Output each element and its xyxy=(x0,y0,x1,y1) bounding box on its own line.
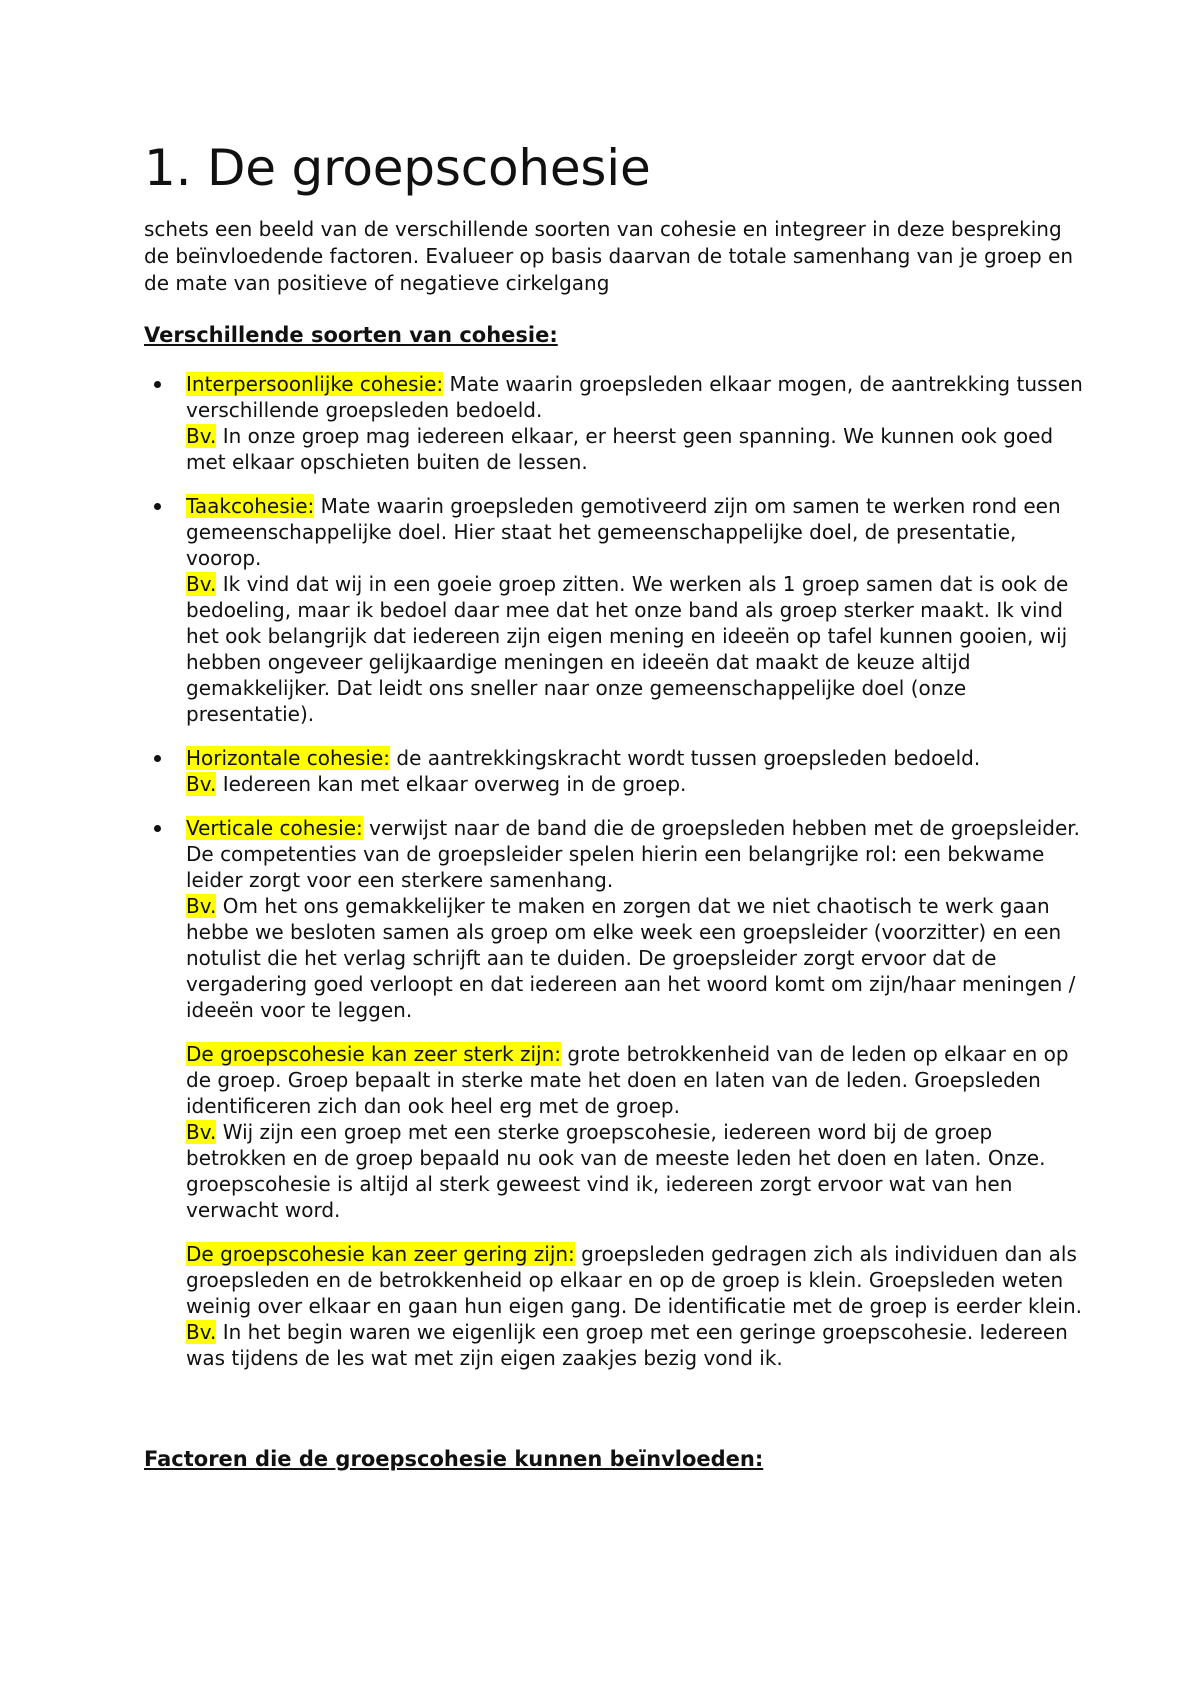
highlighted-term: Horizontale cohesie: xyxy=(186,745,391,770)
item-example xyxy=(186,571,1084,727)
item-definition xyxy=(186,1041,1084,1119)
cohesion-types-list xyxy=(144,371,1084,1023)
item-definition xyxy=(186,1241,1084,1319)
bullet-icon xyxy=(154,825,161,832)
example-text: In het begin waren we eigenlijk een groep met een geringe groepscohesie. Iedereen was tijdens de les wat met zijn eigen zaakjes bezig vond ik. xyxy=(186,1319,1068,1370)
page-title: 1. De groepscohesie xyxy=(144,139,651,197)
list-item xyxy=(144,745,1084,797)
highlighted-term: De groepscohesie kan zeer gering zijn: xyxy=(186,1241,575,1266)
highlighted-term: Interpersoonlijke cohesie: xyxy=(186,371,444,396)
item-definition xyxy=(186,493,1084,571)
item-definition xyxy=(186,371,1084,423)
highlighted-term: De groepscohesie kan zeer sterk zijn: xyxy=(186,1041,562,1066)
highlighted-term: Verticale cohesie: xyxy=(186,815,363,840)
item-definition xyxy=(186,815,1084,893)
list-item xyxy=(144,493,1084,727)
list-item xyxy=(144,815,1084,1023)
strong-cohesion-block xyxy=(144,1041,1084,1223)
assignment-intro: schets een beeld van de verschillende soorten van cohesie en integreer in deze bespreking de beïnvloedende factoren. Evalueer op basis daarvan de totale samenhang van je groep en de mate van positieve of negatieve cirkelgang xyxy=(144,216,1074,295)
example-text: Om het ons gemakkelijker te maken en zorgen dat we niet chaotisch te werk gaan hebbe we besloten samen als groep om elke week een groepsleider (voorzitter) en een notulist die het verlag schrijft aan te duiden. De groepsleider zorgt ervoor dat de vergadering goed verloopt en dat iedereen aan het woord komt om zijn/haar meningen / ideeën voor te leggen. xyxy=(186,893,1076,1022)
example-label: Bv. xyxy=(186,1319,217,1344)
definition-text: de aantrekkingskracht wordt tussen groepsleden bedoeld. xyxy=(390,745,981,770)
item-example xyxy=(186,423,1084,475)
section-heading-influencing-factors: Factoren die de groepscohesie kunnen beïnvloeden: xyxy=(144,1446,764,1471)
item-example xyxy=(186,771,1084,797)
spacer xyxy=(144,1389,1084,1445)
item-example xyxy=(186,1119,1084,1223)
example-text: Iedereen kan met elkaar overweg in de groep. xyxy=(216,771,687,796)
list-item xyxy=(144,371,1084,475)
definition-text: grote betrokkenheid van de leden op elkaar en op de groep. Groep bepaalt in sterke mate het doen en laten van de leden. Groepsleden identificeren zich dan ook heel erg met de groep. xyxy=(186,1041,1069,1118)
bullet-icon xyxy=(154,503,161,510)
definition-text: Mate waarin groepsleden elkaar mogen, de aantrekking tussen verschillende groepsleden bedoeld. xyxy=(186,371,1083,422)
example-label: Bv. xyxy=(186,571,217,596)
definition-text: verwijst naar de band die de groepsleden hebben met de groepsleider. De competenties van de groepsleider spelen hierin een belangrijke rol: een bekwame leider zorgt voor een sterkere samenhang. xyxy=(186,815,1081,892)
bullet-icon xyxy=(154,381,161,388)
item-example xyxy=(186,893,1084,1023)
document-page xyxy=(144,140,1084,1495)
weak-cohesion-block xyxy=(144,1241,1084,1371)
definition-text: groepsleden gedragen zich als individuen dan als groepsleden en de betrokkenheid op elkaar en op de groep is klein. Groepsleden weten weinig over elkaar en gaan hun eigen gang. De identificatie met de groep is eerder klein. xyxy=(186,1241,1082,1318)
item-definition xyxy=(186,745,1084,771)
example-label: Bv. xyxy=(186,423,217,448)
definition-text: Mate waarin groepsleden gemotiveerd zijn om samen te werken rond een gemeenschappelijke doel. Hier staat het gemeenschappelijke doel, de presentatie, voorop. xyxy=(186,493,1061,570)
example-label: Bv. xyxy=(186,893,217,918)
example-text: Ik vind dat wij in een goeie groep zitten. We werken als 1 groep samen dat is ook de bedoeling, maar ik bedoel daar mee dat het onze band als groep sterker maakt. Ik vind het ook belangrijk dat iedereen zijn eigen mening en ideeën op tafel kunnen gooien, wij hebben ongeveer gelijkaardige meningen en ideeën dat maakt de keuze altijd gemakkelijker. Dat leidt ons sneller naar onze gemeenschappelijke doel (onze presentatie). xyxy=(186,571,1069,726)
example-text: Wij zijn een groep met een sterke groepscohesie, iedereen word bij de groep betrokken en de groep bepaald nu ook van de meeste leden het doen en laten. Onze. groepscohesie is altijd al sterk geweest vind ik, iedereen zorgt ervoor wat van hen verwacht word. xyxy=(186,1119,1046,1222)
section-heading-cohesion-types: Verschillende soorten van cohesie: xyxy=(144,322,558,347)
example-label: Bv. xyxy=(186,771,217,796)
highlighted-term: Taakcohesie: xyxy=(186,493,315,518)
example-text: In onze groep mag iedereen elkaar, er heerst geen spanning. We kunnen ook goed met elkaar opschieten buiten de lessen. xyxy=(186,423,1054,474)
bullet-icon xyxy=(154,755,161,762)
example-label: Bv. xyxy=(186,1119,217,1144)
item-example xyxy=(186,1319,1084,1371)
